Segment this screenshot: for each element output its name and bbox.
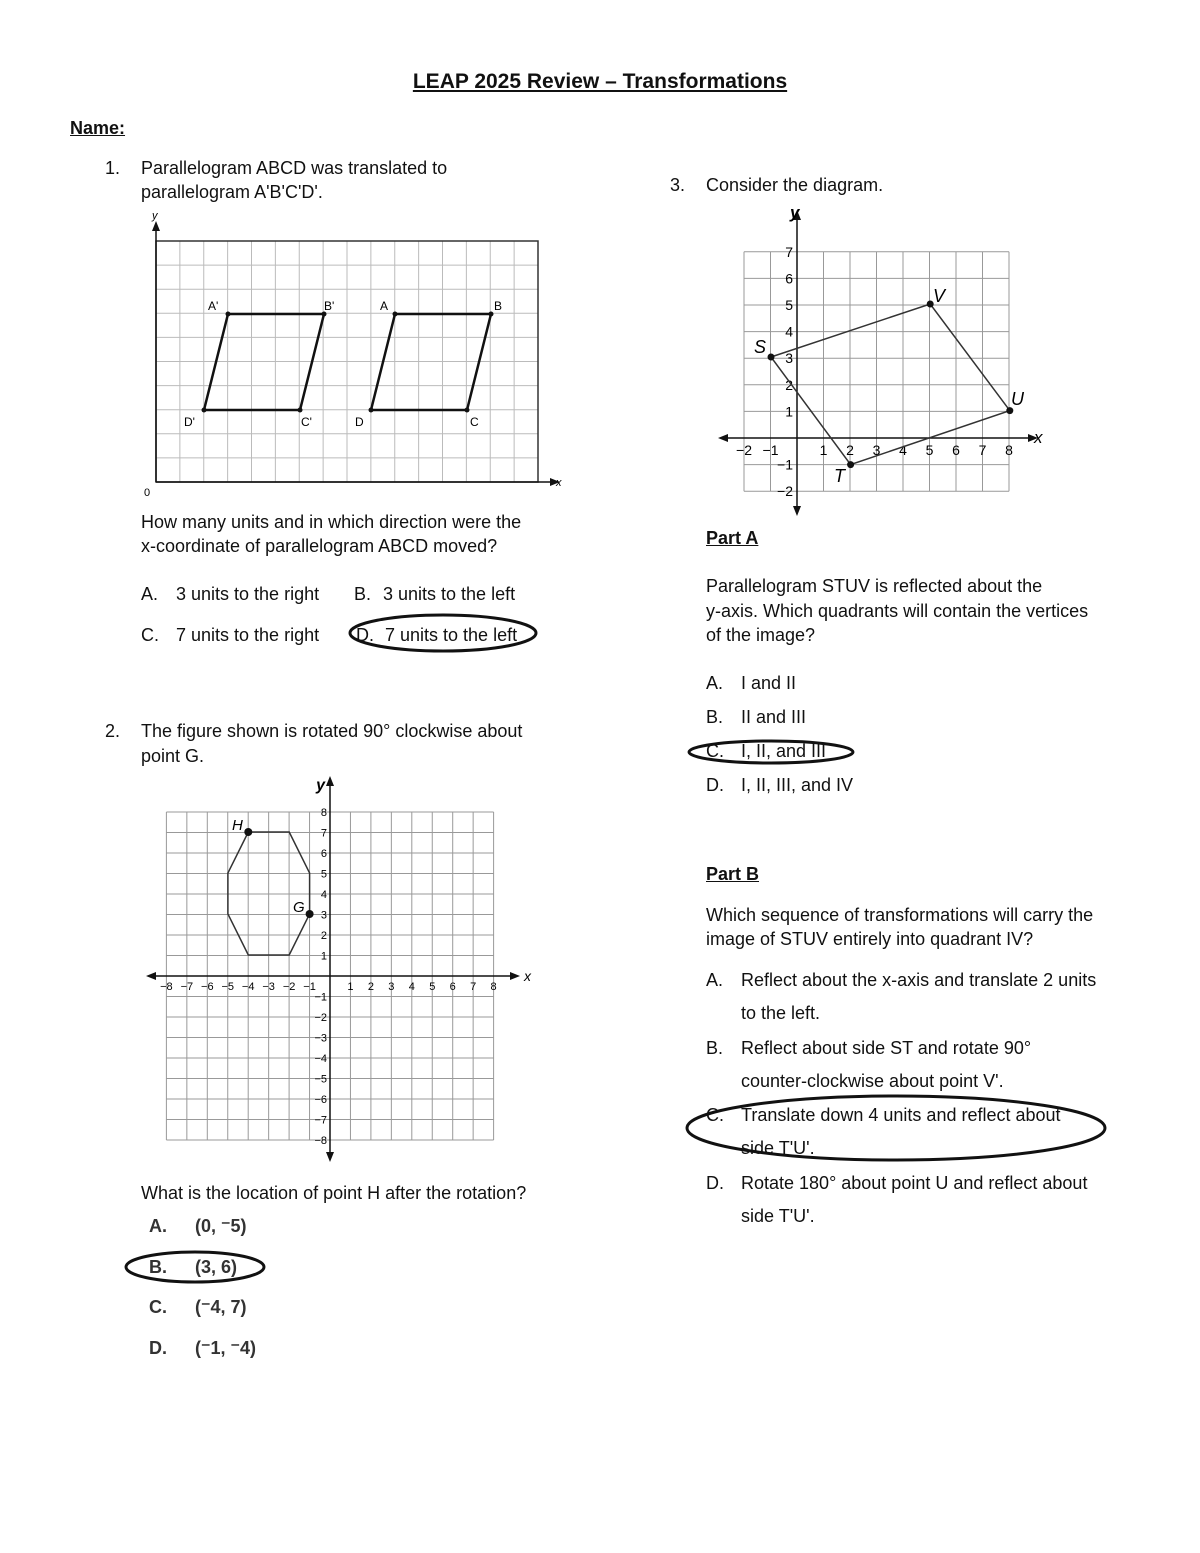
q2-question: What is the location of point H after the rotation?: [141, 1183, 527, 1203]
q1-option-a-letter[interactable]: A.: [141, 584, 159, 604]
q3-parallelogram-stuv: [771, 304, 1010, 465]
q3a-answer-circle: [686, 738, 858, 766]
q1-prompt-line2: parallelogram A'B'C'D'.: [141, 182, 323, 202]
q1-question-line1: How many units and in which direction were the: [141, 512, 522, 532]
q3a-option-b-letter[interactable]: B.: [706, 707, 724, 727]
q3-x-tick-label: 1: [819, 442, 828, 458]
q3b-option-d-line1[interactable]: Rotate 180° about point U and reflect about: [741, 1173, 1088, 1193]
q1-option-d-letter[interactable]: D.: [356, 625, 374, 645]
q2-option-b-letter[interactable]: B.: [149, 1257, 167, 1277]
q1-question-line2: x-coordinate of parallelogram ABCD moved?: [141, 536, 498, 556]
q2-option-b-text[interactable]: (3, 6): [195, 1257, 238, 1277]
q2-x-tick-label: −8: [160, 981, 173, 993]
q3-x-tick-label: −1: [762, 442, 779, 458]
q2-y-tick-label: 8: [320, 807, 327, 819]
q2-number: 2.: [105, 721, 121, 741]
q3a-option-d-text[interactable]: I, II, III, and IV: [741, 775, 854, 795]
q2-prompt-line1: The figure shown is rotated 90° clockwise about: [141, 721, 523, 741]
q1-label-b1: B': [324, 299, 335, 313]
q1-y-label: y: [152, 210, 158, 222]
q3b-option-a-line2[interactable]: to the left.: [741, 1003, 821, 1023]
q3b-option-c-line1[interactable]: Translate down 4 units and reflect about: [741, 1105, 1061, 1125]
q1-label-c: C: [470, 415, 479, 429]
q2-y-tick-label: −5: [314, 1073, 327, 1086]
q1-y-arrow: [152, 221, 160, 231]
q1-prompt-line1: Parallelogram ABCD was translated to: [141, 158, 448, 178]
q3b-option-b-letter[interactable]: B.: [706, 1038, 724, 1058]
q1-point-a1: [226, 312, 231, 317]
q2-x-tick-label: 4: [408, 981, 415, 993]
q2-prompt-line2: point G.: [141, 746, 205, 766]
q3-part-b-line2: image of STUV entirely into quadrant IV?: [706, 929, 1034, 949]
q3-part-b-line1: Which sequence of transformations will carry the: [706, 905, 1094, 925]
q2-point-g: [306, 910, 314, 918]
q3b-answer-circle: [683, 1090, 1113, 1170]
q1-point-d1: [202, 408, 207, 413]
q2-x-tick-label: 8: [490, 981, 497, 993]
q2-x-tick-label: −6: [201, 981, 214, 993]
q2-x-label: x: [524, 968, 531, 984]
q1-point-b: [489, 312, 494, 317]
q3-prompt: Consider the diagram.: [706, 175, 884, 195]
q1-point-d: [369, 408, 374, 413]
q2-option-a-text[interactable]: (0, ⁻5): [195, 1216, 247, 1236]
q2-y-tick-label: −4: [314, 1053, 327, 1065]
q2-label-h: H: [232, 817, 243, 834]
q2-option-a-letter[interactable]: A.: [149, 1216, 167, 1236]
q3-y-tick-label: 2: [785, 376, 793, 393]
q3b-option-d-line2[interactable]: side T'U'.: [741, 1206, 815, 1226]
q1-option-b-text[interactable]: 3 units to the left: [383, 584, 516, 604]
q2-y-tick-label: 6: [320, 848, 327, 860]
q1-label-a1: A': [208, 299, 219, 313]
q3b-option-c-line2[interactable]: side T'U'.: [741, 1138, 815, 1158]
q3-part-b-heading: Part B: [706, 864, 760, 884]
q3b-option-c-letter[interactable]: C.: [706, 1105, 724, 1125]
q2-graph: [140, 770, 540, 1170]
q2-y-tick-label: 5: [320, 868, 327, 881]
q3-x-tick-label: 3: [872, 442, 881, 458]
q3-label-v: V: [933, 286, 946, 306]
q2-y-tick-label: 3: [320, 909, 327, 922]
page-title: LEAP 2025 Review – Transformations: [412, 70, 788, 93]
q3-y-tick-label: 6: [785, 270, 793, 287]
q3-part-a-line2: y-axis. Which quadrants will contain the vertices: [706, 601, 1089, 621]
q3-y-tick-label: 3: [785, 350, 793, 367]
q2-y-tick-label: 1: [320, 950, 327, 963]
q3-point-s: [768, 354, 775, 361]
q1-point-c1: [298, 408, 303, 413]
q3-label-u: U: [1011, 389, 1024, 409]
q2-y-tick-label: 2: [320, 930, 327, 942]
q1-option-c-letter[interactable]: C.: [141, 625, 159, 645]
q2-option-c-letter[interactable]: C.: [149, 1297, 167, 1317]
q2-x-tick-label: 6: [449, 981, 456, 993]
q1-option-d-text[interactable]: 7 units to the left: [385, 625, 518, 645]
q2-x-tick-label: −5: [221, 981, 235, 993]
q1-option-c-text[interactable]: 7 units to the right: [176, 625, 320, 645]
q3b-option-d-letter[interactable]: D.: [706, 1173, 724, 1193]
q2-x-ticks: [160, 981, 497, 993]
q1-label-d: D: [355, 415, 364, 429]
q3a-option-b-text[interactable]: II and III: [741, 707, 807, 727]
q2-point-h: [244, 828, 252, 836]
q3-y-tick-label: 5: [785, 297, 793, 313]
q2-option-d-text[interactable]: (⁻1, ⁻4): [195, 1338, 257, 1358]
q3-y-tick-label: 1: [785, 403, 793, 420]
q3-x-tick-label: 2: [846, 442, 854, 458]
q2-label-g: G: [293, 899, 305, 916]
q3a-option-a-text[interactable]: I and II: [741, 673, 797, 693]
q3-x-tick-label: 7: [978, 442, 987, 458]
q1-label-d1: D': [184, 415, 195, 429]
q2-x-tick-label: 2: [367, 981, 374, 993]
q2-x-tick-label: 7: [470, 981, 477, 993]
q1-label-a: A: [380, 299, 389, 313]
q3-label-t: T: [834, 466, 845, 486]
q1-answer-circle: [345, 610, 545, 656]
q2-y-tick-label: −2: [314, 1012, 327, 1024]
q2-y-tick-label: −1: [314, 991, 327, 1004]
q3b-option-a-line1[interactable]: Reflect about the x-axis and translate 2 units: [741, 970, 1097, 990]
q3b-option-a-letter[interactable]: A.: [706, 970, 724, 990]
q3b-option-b-line2[interactable]: counter-clockwise about point V'.: [741, 1071, 1004, 1091]
q3-x-tick-label: 8: [1005, 442, 1013, 458]
q1-option-a-text[interactable]: 3 units to the right: [176, 584, 320, 604]
q3-x-tick-label: 4: [899, 442, 907, 458]
q1-label-b: B: [494, 299, 503, 313]
q3-x-label: x: [1034, 428, 1043, 447]
q3a-option-a-letter[interactable]: A.: [706, 673, 724, 693]
q2-y-tick-label: −7: [314, 1114, 327, 1127]
q2-y-tick-label: −3: [314, 1032, 327, 1045]
q3-part-a-line3: of the image?: [706, 625, 816, 645]
q2-y-tick-label: 4: [320, 889, 327, 901]
q2-option-d-letter[interactable]: D.: [149, 1338, 167, 1358]
q3-part-a-line1: Parallelogram STUV is reflected about the: [706, 576, 1043, 596]
q3-y-tick-label: 4: [785, 323, 793, 340]
name-label: Name:: [70, 118, 126, 138]
q3-y-tick-label: −1: [777, 456, 793, 473]
q3-label-s: S: [754, 337, 767, 357]
q2-y-tick-label: 7: [320, 827, 327, 840]
q1-origin-label: 0: [144, 487, 151, 499]
q2-option-c-text[interactable]: (⁻4, 7): [195, 1297, 247, 1317]
q1-point-a: [393, 312, 398, 317]
q3-x-ticks: [736, 442, 1013, 458]
q2-y-label: y: [316, 777, 325, 794]
q3a-option-c-text[interactable]: I, II, and III: [741, 741, 827, 761]
q2-answer-circle: [122, 1248, 272, 1286]
q3b-option-b-line1[interactable]: Reflect about side ST and rotate 90°: [741, 1038, 1032, 1058]
q3-y-ticks: [777, 244, 793, 499]
q1-point-c: [465, 408, 470, 413]
q1-option-b-letter[interactable]: B.: [354, 584, 372, 604]
q3-graph: [710, 198, 1055, 520]
q2-x-tick-label: −1: [303, 981, 316, 993]
q2-x-tick-label: 5: [429, 981, 436, 993]
q2-y-tick-label: −8: [314, 1135, 327, 1147]
q1-label-c1: C': [301, 415, 312, 429]
q3-y-label: y: [790, 203, 800, 222]
q2-x-tick-label: −4: [241, 981, 255, 993]
q1-graph: [140, 205, 570, 500]
q3-point-t: [847, 461, 854, 468]
q3-y-tick-label: −2: [777, 483, 793, 500]
q3-part-a-heading: Part A: [706, 528, 759, 548]
q3a-option-d-letter[interactable]: D.: [706, 775, 724, 795]
q3-number: 3.: [670, 175, 686, 195]
q2-y-ticks: [314, 807, 327, 1147]
q2-y-tick-label: −6: [314, 1094, 327, 1106]
q3-x-tick-label: 5: [925, 442, 934, 458]
q1-grid: [156, 241, 538, 482]
q2-x-tick-label: 3: [388, 981, 395, 993]
q1-x-label: x: [556, 477, 562, 489]
q3-x-tick-label: −2: [736, 442, 752, 458]
q3-y-tick-label: 7: [785, 243, 793, 260]
q2-x-tick-label: −7: [180, 981, 194, 993]
q2-x-tick-label: −2: [282, 981, 296, 993]
q2-x-tick-label: −3: [262, 981, 275, 993]
q3a-option-c-letter[interactable]: C.: [706, 741, 724, 761]
q3-x-tick-label: 6: [952, 442, 960, 458]
q2-x-tick-label: 1: [347, 981, 354, 993]
q1-number: 1.: [105, 158, 121, 178]
